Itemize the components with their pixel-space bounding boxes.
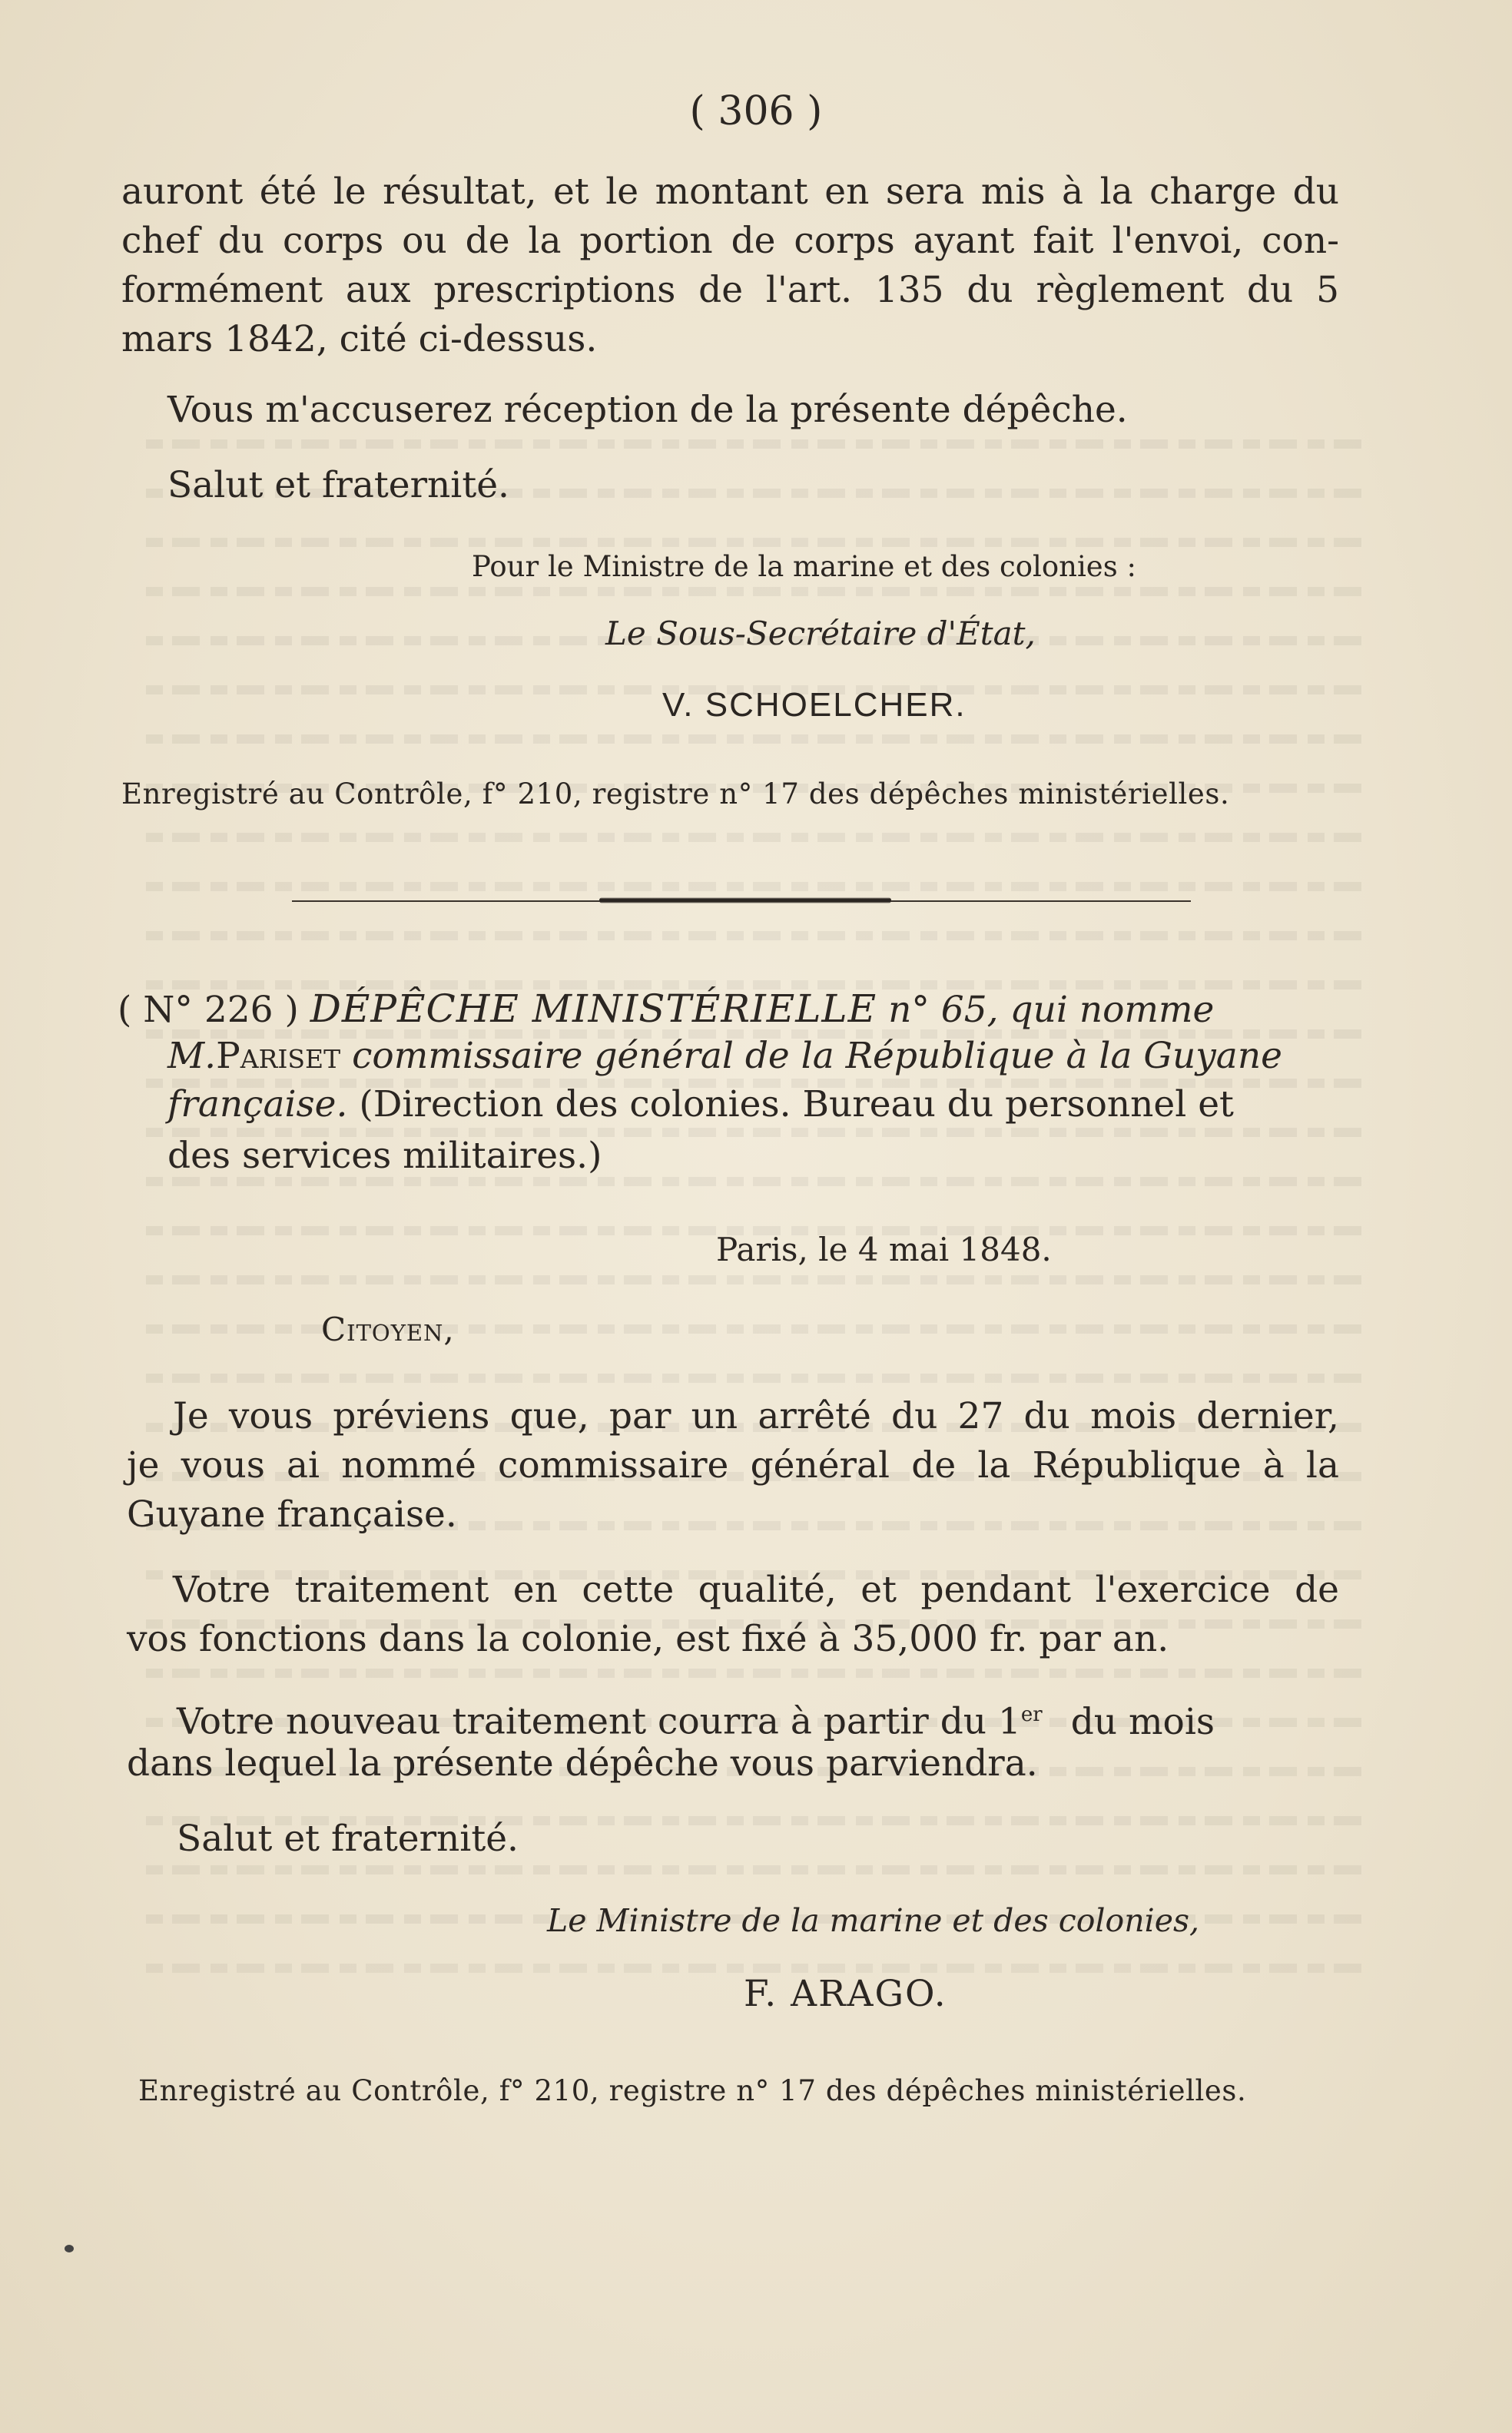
minister-title: Le Ministre de la marine et des colonies,	[547, 1902, 1200, 1939]
paper-speck	[65, 2245, 74, 2252]
paragraph-appointment	[127, 1392, 1339, 1540]
page-number: ( 306 )	[689, 88, 823, 134]
appointee-name: Pariset	[216, 1035, 341, 1077]
dispatch-heading-line-1	[118, 986, 1214, 1031]
text-fragment: Votre nouveau traitement courra à partir du 1	[177, 1700, 1021, 1743]
text-line: auront été le résultat, et le montant en sera mis à la charge du	[121, 171, 1339, 213]
paragraph-start-date-line-1	[177, 1690, 1215, 1747]
paragraph-salary	[127, 1566, 1339, 1664]
letter-salutation: Citoyen,	[321, 1311, 455, 1348]
signature-name: V. SCHOELCHER.	[662, 686, 967, 724]
paragraph-continuation	[121, 167, 1339, 364]
text-line: je vous ai nommé commissaire général de la République à la	[127, 1444, 1339, 1487]
closing-salutation: Salut et fraternité.	[167, 464, 509, 506]
text-line: Votre traitement en cette qualité, et pendant l'exercice de	[173, 1569, 1339, 1611]
ordinal-suffix: er	[1020, 1703, 1043, 1726]
text-line: Je vous préviens que, par un arrêté du 27 du mois dernier,	[173, 1395, 1339, 1437]
acknowledgement-line: Vous m'accuserez réception de la présente dépêche.	[167, 389, 1128, 431]
appointee-role-end: française.	[167, 1083, 348, 1125]
signature-intro: Pour le Ministre de la marine et des colonies :	[472, 550, 1136, 583]
dispatch-type: DÉPÊCHE MINISTÉRIELLE	[310, 986, 877, 1031]
text-line: formément aux prescriptions de l'art. 135 du règlement du 5	[121, 269, 1339, 311]
closing-salutation-2: Salut et fraternité.	[177, 1818, 519, 1860]
appointee-role: commissaire général de la République à la Guyane	[352, 1035, 1282, 1077]
paragraph-start-date-line-2: dans lequel la présente dépêche vous parviendra.	[127, 1742, 1038, 1785]
signature-title: Le Sous-Secrétaire d'État,	[605, 615, 1036, 652]
dispatch-heading-line-4: des services militaires.)	[167, 1135, 602, 1177]
department-note: (Direction des colonies. Bureau du personnel et	[359, 1083, 1234, 1125]
honorific: M.	[167, 1035, 217, 1077]
registry-note: Enregistré au Contrôle, f° 210, registre n° 17 des dépêches ministérielles.	[121, 777, 1230, 810]
minister-name: F. ARAGO.	[744, 1973, 947, 2015]
text-fragment: du mois	[1070, 1700, 1215, 1743]
letter-date: Paris, le 4 mai 1848.	[716, 1231, 1052, 1268]
dispatch-heading-line-2	[167, 1035, 1282, 1077]
text-line: vos fonctions dans la colonie, est fixé à 35,000 fr. par an.	[127, 1618, 1169, 1660]
text-line: chef du corps ou de la portion de corps ayant fait l'envoi, con-	[121, 220, 1339, 262]
dispatch-subject-start: qui nomme	[1010, 989, 1215, 1031]
dispatch-heading-line-3	[167, 1083, 1234, 1125]
registry-note-2: Enregistré au Contrôle, f° 210, registre n° 17 des dépêches ministérielles.	[138, 2074, 1247, 2107]
dispatch-no: n° 65,	[888, 989, 999, 1031]
text-line: mars 1842, cité ci-dessus.	[121, 318, 598, 360]
text-line: Guyane française.	[127, 1493, 457, 1536]
dispatch-number: ( N° 226 )	[118, 989, 299, 1031]
section-divider-ornament	[599, 897, 891, 903]
